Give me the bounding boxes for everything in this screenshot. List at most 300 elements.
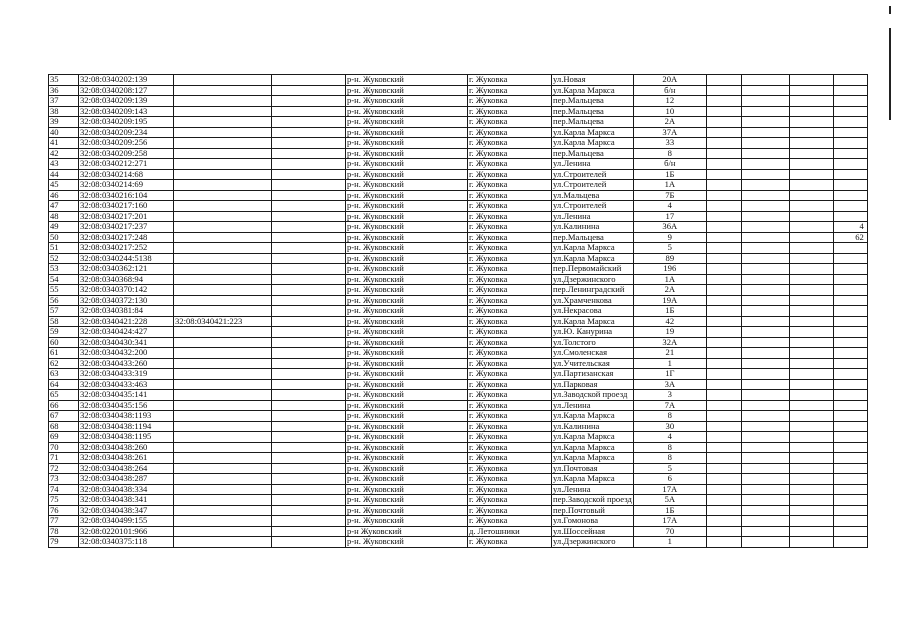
cell-house-number: б/н <box>633 85 706 96</box>
cell-blank-col-9 <box>706 232 741 243</box>
cell-district: р-н. Жуковский <box>346 190 468 201</box>
cell-blank-col-11 <box>789 526 833 537</box>
cell-blank-col-11 <box>789 190 833 201</box>
cell-row-number: 74 <box>49 484 79 495</box>
table-row <box>49 358 868 369</box>
cell-settlement: г. Жуковка <box>468 148 552 159</box>
cell-row-number: 43 <box>49 159 79 170</box>
cell-district: р-н. Жуковский <box>346 453 468 464</box>
cell-blank-col-11 <box>789 484 833 495</box>
cell-settlement: г. Жуковка <box>468 222 552 233</box>
cell-blank-col-11 <box>789 117 833 128</box>
cell-linked-cadastral-number <box>174 432 272 443</box>
cell-district: р-н. Жуковский <box>346 138 468 149</box>
cell-settlement: г. Жуковка <box>468 138 552 149</box>
cell-district: р-н. Жуковский <box>346 484 468 495</box>
cell-district: р-н. Жуковский <box>346 274 468 285</box>
table-row <box>49 75 868 86</box>
cell-cadastral-number: 32:08:0340438:287 <box>79 474 174 485</box>
cell-extra-value <box>833 442 867 453</box>
cell-blank-col-11 <box>789 432 833 443</box>
cell-blank-col-4 <box>272 159 346 170</box>
cell-blank-col-9 <box>706 327 741 338</box>
cell-blank-col-11 <box>789 306 833 317</box>
cell-blank-col-11 <box>789 285 833 296</box>
cell-blank-col-11 <box>789 264 833 275</box>
table-row <box>49 253 868 264</box>
cell-cadastral-number: 32:08:0340433:260 <box>79 358 174 369</box>
cell-cadastral-number: 32:08:0340214:69 <box>79 180 174 191</box>
cell-blank-col-10 <box>741 295 789 306</box>
cell-blank-col-9 <box>706 516 741 527</box>
cell-row-number: 35 <box>49 75 79 86</box>
cell-cadastral-number: 32:08:0340202:139 <box>79 75 174 86</box>
cell-settlement: г. Жуковка <box>468 421 552 432</box>
cell-blank-col-10 <box>741 537 789 548</box>
cell-row-number: 75 <box>49 495 79 506</box>
cell-street: ул.Некрасова <box>552 306 634 317</box>
cell-blank-col-9 <box>706 484 741 495</box>
table-row <box>49 180 868 191</box>
cell-district: р-н. Жуковский <box>346 474 468 485</box>
cell-row-number: 66 <box>49 400 79 411</box>
cell-blank-col-4 <box>272 505 346 516</box>
cell-settlement: г. Жуковка <box>468 337 552 348</box>
cell-settlement: г. Жуковка <box>468 495 552 506</box>
cell-settlement: г. Жуковка <box>468 316 552 327</box>
table-row <box>49 327 868 338</box>
cell-settlement: г. Жуковка <box>468 96 552 107</box>
cell-cadastral-number: 32:08:0340209:195 <box>79 117 174 128</box>
cell-blank-col-9 <box>706 463 741 474</box>
cell-extra-value <box>833 96 867 107</box>
cell-house-number: 21 <box>633 348 706 359</box>
table-row <box>49 505 868 516</box>
cell-settlement: г. Жуковка <box>468 306 552 317</box>
cell-row-number: 69 <box>49 432 79 443</box>
page-edge-mark <box>889 6 891 14</box>
cell-blank-col-11 <box>789 96 833 107</box>
cell-district: р-н. Жуковский <box>346 243 468 254</box>
cell-row-number: 52 <box>49 253 79 264</box>
cell-blank-col-11 <box>789 127 833 138</box>
cell-cadastral-number: 32:08:0340438:261 <box>79 453 174 464</box>
cell-linked-cadastral-number <box>174 400 272 411</box>
cell-blank-col-10 <box>741 211 789 222</box>
cell-blank-col-4 <box>272 516 346 527</box>
cell-blank-col-4 <box>272 190 346 201</box>
cell-house-number: 70 <box>633 526 706 537</box>
cell-linked-cadastral-number <box>174 253 272 264</box>
cell-extra-value <box>833 432 867 443</box>
cell-blank-col-4 <box>272 106 346 117</box>
cell-house-number: 8 <box>633 148 706 159</box>
cell-blank-col-4 <box>272 442 346 453</box>
cell-district: р-н. Жуковский <box>346 400 468 411</box>
cell-blank-col-4 <box>272 264 346 275</box>
cell-settlement: г. Жуковка <box>468 442 552 453</box>
cell-settlement: г. Жуковка <box>468 400 552 411</box>
cell-district: р-н. Жуковский <box>346 159 468 170</box>
cell-house-number: 32А <box>633 337 706 348</box>
cell-row-number: 72 <box>49 463 79 474</box>
cell-blank-col-11 <box>789 180 833 191</box>
cell-district: р-н. Жуковский <box>346 411 468 422</box>
cell-street: ул.Новая <box>552 75 634 86</box>
cell-house-number: 5 <box>633 463 706 474</box>
cell-extra-value <box>833 190 867 201</box>
cell-settlement: г. Жуковка <box>468 85 552 96</box>
cell-blank-col-9 <box>706 369 741 380</box>
cell-cadastral-number: 32:08:0340217:237 <box>79 222 174 233</box>
cell-row-number: 53 <box>49 264 79 275</box>
cell-district: р-н. Жуковский <box>346 463 468 474</box>
cell-settlement: г. Жуковка <box>468 201 552 212</box>
cell-house-number: 5А <box>633 495 706 506</box>
cell-house-number: 3 <box>633 390 706 401</box>
cell-street: ул.Храмченкова <box>552 295 634 306</box>
cell-blank-col-10 <box>741 180 789 191</box>
cell-blank-col-10 <box>741 516 789 527</box>
cell-blank-col-4 <box>272 327 346 338</box>
cell-blank-col-4 <box>272 400 346 411</box>
cell-extra-value <box>833 180 867 191</box>
cell-blank-col-10 <box>741 274 789 285</box>
cell-extra-value <box>833 421 867 432</box>
cell-street: ул.Мальцева <box>552 190 634 201</box>
cell-blank-col-11 <box>789 421 833 432</box>
cell-blank-col-4 <box>272 117 346 128</box>
cell-linked-cadastral-number <box>174 453 272 464</box>
cell-cadastral-number: 32:08:0340209:139 <box>79 96 174 107</box>
table-row <box>49 264 868 275</box>
cell-street: ул.Партизанская <box>552 369 634 380</box>
cell-house-number: 4 <box>633 432 706 443</box>
cell-blank-col-4 <box>272 211 346 222</box>
cell-linked-cadastral-number <box>174 211 272 222</box>
cell-blank-col-11 <box>789 85 833 96</box>
cell-blank-col-4 <box>272 337 346 348</box>
cell-extra-value <box>833 316 867 327</box>
cell-settlement: г. Жуковка <box>468 169 552 180</box>
cell-house-number: 196 <box>633 264 706 275</box>
table-row <box>49 369 868 380</box>
cell-blank-col-4 <box>272 348 346 359</box>
cell-row-number: 61 <box>49 348 79 359</box>
cell-extra-value <box>833 127 867 138</box>
cell-house-number: 42 <box>633 316 706 327</box>
cell-street: ул.Толстого <box>552 337 634 348</box>
cell-cadastral-number: 32:08:0340438:264 <box>79 463 174 474</box>
cell-street: ул.Почтовая <box>552 463 634 474</box>
cell-blank-col-10 <box>741 232 789 243</box>
cell-street: ул.Карла Маркса <box>552 411 634 422</box>
cell-linked-cadastral-number <box>174 274 272 285</box>
cell-district: р-н. Жуковский <box>346 421 468 432</box>
cell-street: ул.Шоссейная <box>552 526 634 537</box>
cell-district: р-н. Жуковский <box>346 379 468 390</box>
cell-settlement: г. Жуковка <box>468 243 552 254</box>
cell-street: ул.Гомонова <box>552 516 634 527</box>
cell-blank-col-4 <box>272 316 346 327</box>
cell-linked-cadastral-number <box>174 222 272 233</box>
cell-blank-col-11 <box>789 106 833 117</box>
cell-cadastral-number: 32:08:0340212:271 <box>79 159 174 170</box>
cell-extra-value <box>833 484 867 495</box>
table-row <box>49 117 868 128</box>
cell-cadastral-number: 32:08:0340217:252 <box>79 243 174 254</box>
cell-blank-col-9 <box>706 106 741 117</box>
cell-blank-col-9 <box>706 75 741 86</box>
cell-district: р-н. Жуковский <box>346 201 468 212</box>
cell-cadastral-number: 32:08:0340432:200 <box>79 348 174 359</box>
cell-blank-col-9 <box>706 295 741 306</box>
cell-district: р-н. Жуковский <box>346 348 468 359</box>
cell-settlement: г. Жуковка <box>468 159 552 170</box>
cell-blank-col-4 <box>272 96 346 107</box>
cell-house-number: 19 <box>633 327 706 338</box>
cell-street: ул.Карла Маркса <box>552 253 634 264</box>
cell-settlement: г. Жуковка <box>468 358 552 369</box>
cell-cadastral-number: 32:08:0340433:319 <box>79 369 174 380</box>
cell-blank-col-9 <box>706 264 741 275</box>
cell-blank-col-11 <box>789 148 833 159</box>
cell-linked-cadastral-number <box>174 369 272 380</box>
cell-row-number: 50 <box>49 232 79 243</box>
cell-district: р-н. Жуковский <box>346 253 468 264</box>
cell-blank-col-9 <box>706 421 741 432</box>
cell-blank-col-10 <box>741 526 789 537</box>
cell-street: ул.Ю. Канурина <box>552 327 634 338</box>
cell-street: ул.Карла Маркса <box>552 138 634 149</box>
cell-row-number: 39 <box>49 117 79 128</box>
cell-settlement: г. Жуковка <box>468 474 552 485</box>
cell-row-number: 36 <box>49 85 79 96</box>
cell-row-number: 70 <box>49 442 79 453</box>
cell-blank-col-11 <box>789 463 833 474</box>
cell-house-number: 17А <box>633 484 706 495</box>
cell-blank-col-4 <box>272 148 346 159</box>
cell-settlement: г. Жуковка <box>468 411 552 422</box>
cell-blank-col-11 <box>789 201 833 212</box>
cell-street: ул.Ленина <box>552 159 634 170</box>
cell-district: р-н. Жуковский <box>346 358 468 369</box>
cell-linked-cadastral-number <box>174 474 272 485</box>
cell-blank-col-10 <box>741 138 789 149</box>
cell-blank-col-10 <box>741 96 789 107</box>
cell-blank-col-10 <box>741 442 789 453</box>
cell-extra-value <box>833 243 867 254</box>
cell-blank-col-10 <box>741 117 789 128</box>
cell-blank-col-9 <box>706 190 741 201</box>
cell-linked-cadastral-number <box>174 169 272 180</box>
cell-district: р-н Жуковский <box>346 526 468 537</box>
cell-row-number: 51 <box>49 243 79 254</box>
cell-blank-col-11 <box>789 337 833 348</box>
cell-blank-col-4 <box>272 243 346 254</box>
cell-linked-cadastral-number <box>174 348 272 359</box>
cell-settlement: г. Жуковка <box>468 390 552 401</box>
cell-blank-col-11 <box>789 274 833 285</box>
cell-street: пер.Мальцева <box>552 96 634 107</box>
cell-row-number: 44 <box>49 169 79 180</box>
cell-linked-cadastral-number <box>174 201 272 212</box>
cell-row-number: 48 <box>49 211 79 222</box>
cell-linked-cadastral-number <box>174 75 272 86</box>
cell-linked-cadastral-number <box>174 526 272 537</box>
cell-street: ул.Ленина <box>552 211 634 222</box>
cell-blank-col-11 <box>789 348 833 359</box>
cell-blank-col-9 <box>706 337 741 348</box>
cell-house-number: 1А <box>633 180 706 191</box>
cell-district: р-н. Жуковский <box>346 327 468 338</box>
cell-linked-cadastral-number <box>174 327 272 338</box>
cell-street: ул.Парковая <box>552 379 634 390</box>
cell-blank-col-4 <box>272 306 346 317</box>
table-row <box>49 243 868 254</box>
cell-blank-col-9 <box>706 127 741 138</box>
cell-linked-cadastral-number <box>174 537 272 548</box>
cell-extra-value <box>833 75 867 86</box>
cell-blank-col-11 <box>789 316 833 327</box>
cell-row-number: 78 <box>49 526 79 537</box>
cell-house-number: 1Б <box>633 169 706 180</box>
table-row <box>49 159 868 170</box>
cell-linked-cadastral-number <box>174 190 272 201</box>
table-row <box>49 106 868 117</box>
cell-blank-col-10 <box>741 201 789 212</box>
cell-house-number: 36А <box>633 222 706 233</box>
cell-blank-col-11 <box>789 453 833 464</box>
cell-street: ул.Дзержинского <box>552 537 634 548</box>
cell-blank-col-4 <box>272 369 346 380</box>
cell-linked-cadastral-number <box>174 358 272 369</box>
cell-blank-col-10 <box>741 348 789 359</box>
cell-blank-col-9 <box>706 400 741 411</box>
cell-linked-cadastral-number <box>174 390 272 401</box>
cell-row-number: 47 <box>49 201 79 212</box>
cell-blank-col-10 <box>741 169 789 180</box>
cell-extra-value: 4 <box>833 222 867 233</box>
cell-settlement: г. Жуковка <box>468 274 552 285</box>
cell-blank-col-11 <box>789 358 833 369</box>
cell-street: ул.Ленина <box>552 400 634 411</box>
cell-linked-cadastral-number <box>174 411 272 422</box>
cell-street: пер.Ленинградский <box>552 285 634 296</box>
cell-blank-col-10 <box>741 421 789 432</box>
cell-settlement: г. Жуковка <box>468 537 552 548</box>
cell-blank-col-11 <box>789 75 833 86</box>
table-row <box>49 148 868 159</box>
cell-settlement: д. Летошники <box>468 526 552 537</box>
cell-extra-value <box>833 358 867 369</box>
cell-blank-col-11 <box>789 505 833 516</box>
cell-blank-col-11 <box>789 474 833 485</box>
cell-house-number: 7Б <box>633 190 706 201</box>
cell-cadastral-number: 32:08:0340208:127 <box>79 85 174 96</box>
cell-blank-col-11 <box>789 442 833 453</box>
cell-blank-col-11 <box>789 222 833 233</box>
cell-house-number: 1Б <box>633 505 706 516</box>
cell-blank-col-10 <box>741 222 789 233</box>
cell-blank-col-4 <box>272 75 346 86</box>
cell-blank-col-4 <box>272 85 346 96</box>
table-row <box>49 190 868 201</box>
table-row <box>49 516 868 527</box>
cell-extra-value <box>833 463 867 474</box>
cell-extra-value <box>833 106 867 117</box>
cell-blank-col-10 <box>741 306 789 317</box>
cell-district: р-н. Жуковский <box>346 75 468 86</box>
table-row <box>49 442 868 453</box>
cell-blank-col-11 <box>789 211 833 222</box>
cell-row-number: 62 <box>49 358 79 369</box>
cell-blank-col-4 <box>272 253 346 264</box>
cell-house-number: 9 <box>633 232 706 243</box>
cell-cadastral-number: 32:08:0340370:142 <box>79 285 174 296</box>
cell-blank-col-10 <box>741 484 789 495</box>
cell-linked-cadastral-number <box>174 127 272 138</box>
cell-house-number: 12 <box>633 96 706 107</box>
cell-house-number: 3А <box>633 379 706 390</box>
cell-blank-col-10 <box>741 148 789 159</box>
cell-house-number: 30 <box>633 421 706 432</box>
table-row <box>49 484 868 495</box>
cell-extra-value <box>833 138 867 149</box>
table-row <box>49 211 868 222</box>
cell-street: пер.Мальцева <box>552 148 634 159</box>
cell-street: ул.Калинина <box>552 222 634 233</box>
cell-settlement: г. Жуковка <box>468 180 552 191</box>
cell-extra-value <box>833 495 867 506</box>
cell-row-number: 59 <box>49 327 79 338</box>
table-row <box>49 348 868 359</box>
cell-row-number: 71 <box>49 453 79 464</box>
cell-house-number: 2А <box>633 285 706 296</box>
cell-blank-col-4 <box>272 432 346 443</box>
cell-street: ул.Карла Маркса <box>552 453 634 464</box>
cell-district: р-н. Жуковский <box>346 222 468 233</box>
cell-linked-cadastral-number <box>174 421 272 432</box>
cell-settlement: г. Жуковка <box>468 264 552 275</box>
cell-blank-col-9 <box>706 432 741 443</box>
table-row <box>49 379 868 390</box>
cell-settlement: г. Жуковка <box>468 127 552 138</box>
cell-blank-col-4 <box>272 474 346 485</box>
cell-blank-col-4 <box>272 222 346 233</box>
cell-row-number: 63 <box>49 369 79 380</box>
cell-cadastral-number: 32:08:0340214:68 <box>79 169 174 180</box>
cell-street: ул.Строителей <box>552 201 634 212</box>
cell-extra-value <box>833 526 867 537</box>
table-row <box>49 201 868 212</box>
cell-row-number: 38 <box>49 106 79 117</box>
cell-blank-col-4 <box>272 453 346 464</box>
cell-street: ул.Карла Маркса <box>552 316 634 327</box>
table-row <box>49 411 868 422</box>
cell-cadastral-number: 32:08:0340372:130 <box>79 295 174 306</box>
cell-row-number: 56 <box>49 295 79 306</box>
cell-street: ул.Строителей <box>552 169 634 180</box>
cell-linked-cadastral-number <box>174 306 272 317</box>
cell-street: ул.Учительская <box>552 358 634 369</box>
cell-blank-col-9 <box>706 201 741 212</box>
cell-blank-col-9 <box>706 148 741 159</box>
cell-cadastral-number: 32:08:0340217:248 <box>79 232 174 243</box>
cell-district: р-н. Жуковский <box>346 390 468 401</box>
cell-blank-col-4 <box>272 138 346 149</box>
cell-blank-col-10 <box>741 85 789 96</box>
